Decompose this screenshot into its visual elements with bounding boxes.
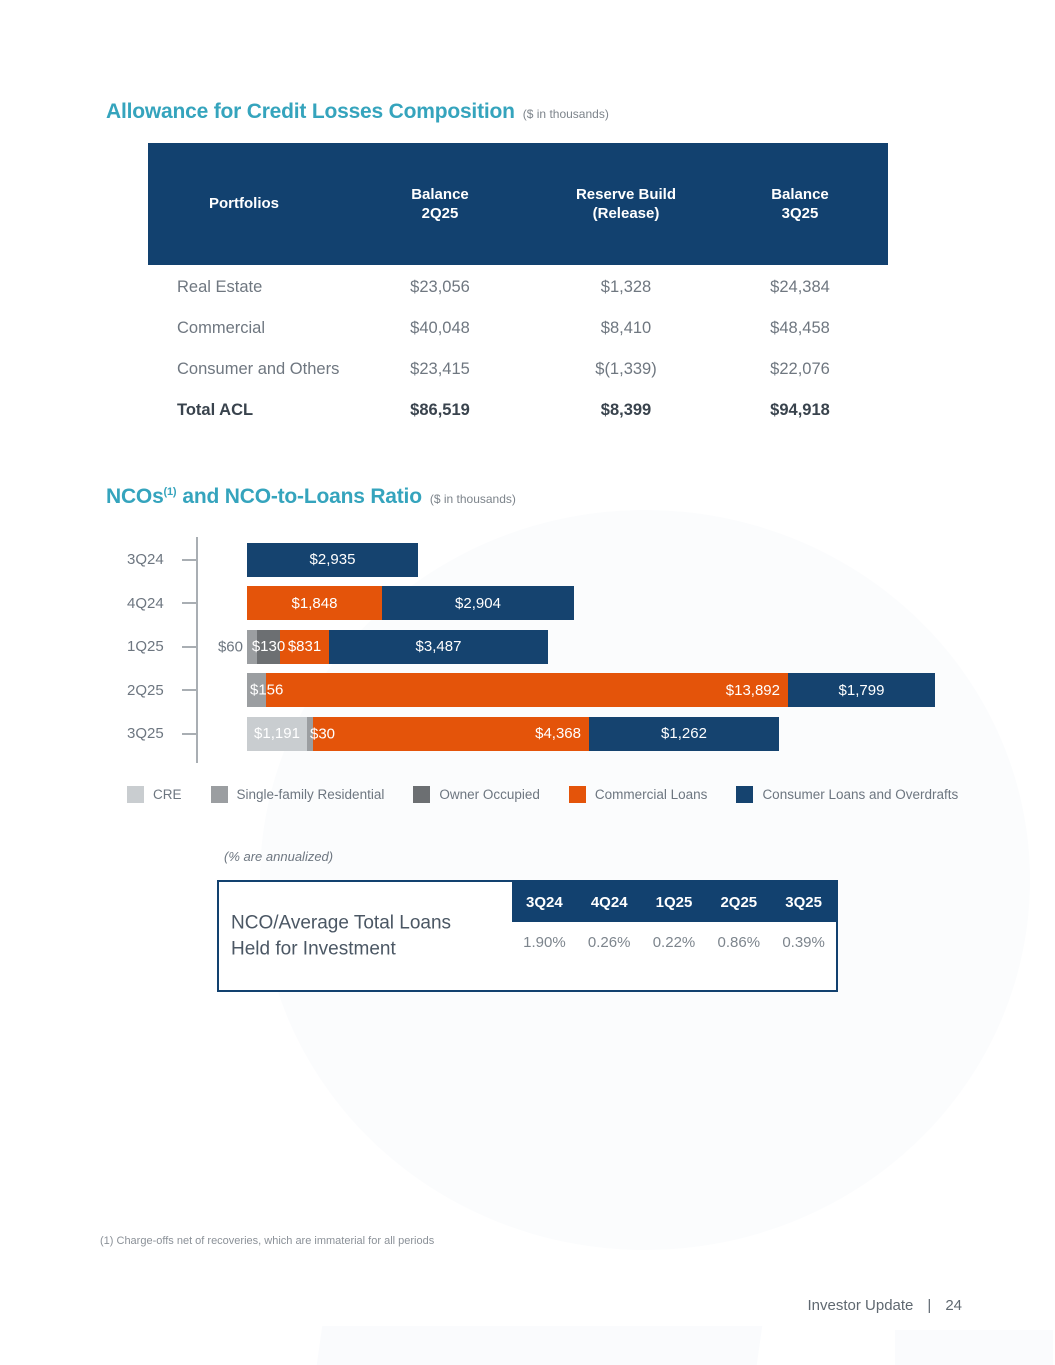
bar-segment-consumer xyxy=(247,543,418,577)
cell-balance-3q25: $22,076 xyxy=(770,360,830,378)
footnote: (1) Charge-offs net of recoveries, which are immaterial for all periods xyxy=(100,1235,435,1247)
cell-balance-3q25: $48,458 xyxy=(770,319,830,337)
legend-label: Owner Occupied xyxy=(439,787,540,802)
legend-item-owner xyxy=(413,786,540,803)
category-label: 3Q24 xyxy=(127,551,164,569)
axis-tick xyxy=(182,689,196,691)
bar-segment-label: $1,191 xyxy=(254,725,300,743)
chart-row xyxy=(106,538,1006,582)
cell-portfolio: Real Estate xyxy=(177,278,263,296)
legend-label: Commercial Loans xyxy=(594,787,708,802)
ratio-table-row-label: NCO/Average Total Loans Held for Investment xyxy=(231,912,452,959)
axis-tick xyxy=(182,559,196,561)
ratio-value: 1.90% xyxy=(523,933,566,951)
cell-portfolio: Commercial xyxy=(177,319,266,337)
cell-reserve-build: $1,328 xyxy=(600,278,652,296)
axis-tick xyxy=(182,646,196,648)
category-label: 4Q24 xyxy=(127,594,164,612)
bar-segment-label: $1,799 xyxy=(838,681,885,699)
ratio-column-header: 1Q25 xyxy=(655,893,693,911)
acl-composition-table xyxy=(148,143,888,431)
ratio-column-header: 3Q25 xyxy=(785,893,822,911)
cell-balance-2q25: $40,048 xyxy=(410,319,470,337)
ratio-value: 0.22% xyxy=(652,933,696,951)
table-row xyxy=(148,390,888,431)
legend-label: CRE xyxy=(153,787,182,802)
nco-units-note: ($ in thousands) xyxy=(429,492,516,506)
acl-units-note: ($ in thousands) xyxy=(522,107,609,121)
cell-balance-2q25: $86,519 xyxy=(410,401,470,419)
stacked-bar xyxy=(247,717,779,751)
cell-balance-3q25: $24,384 xyxy=(770,278,830,296)
table-row xyxy=(148,349,888,390)
bar-segment-consumer xyxy=(788,673,935,707)
ratio-table-header xyxy=(512,882,836,922)
nco-title-footnote-ref: (1) xyxy=(163,486,177,498)
legend-label: Single-family Residential xyxy=(236,787,385,802)
bar-segment-owner xyxy=(251,630,286,664)
footer-title: Investor Update xyxy=(807,1297,914,1314)
bar-segment-label: $831 xyxy=(287,638,322,656)
nco-title-text: NCOs xyxy=(106,485,164,508)
cell-reserve-build: $(1,339) xyxy=(595,360,657,378)
bar-segment-sfr xyxy=(247,673,284,707)
bar-segment-label: $13,892 xyxy=(725,681,780,699)
legend-item-consumer xyxy=(736,786,958,803)
footer-page-number: 24 xyxy=(945,1297,962,1314)
bar-segment-consumer xyxy=(589,717,779,751)
stacked-bar xyxy=(247,543,418,577)
chart-row xyxy=(106,625,1006,669)
legend-swatch-commercial xyxy=(569,786,586,803)
cell-reserve-build: $8,399 xyxy=(600,401,652,419)
acl-title-text: Allowance for Credit Losses Composition xyxy=(106,100,515,123)
bar-segment-label: $3,487 xyxy=(415,638,462,656)
legend-swatch-consumer xyxy=(736,786,753,803)
bar-segment-label: $130 xyxy=(251,638,286,656)
bar-segment-label: $2,904 xyxy=(455,594,501,612)
chart-legend xyxy=(127,786,958,803)
bar-segment-label: $156 xyxy=(250,681,284,699)
legend-swatch-sfr xyxy=(211,786,228,803)
legend-swatch-cre xyxy=(127,786,144,803)
bar-segment-commercial xyxy=(247,586,382,620)
ratio-column-header: 3Q24 xyxy=(526,893,563,911)
bar-segment-cre xyxy=(247,717,307,751)
chart-row xyxy=(106,582,1006,626)
column-header-reserve-build: Reserve Build (Release) xyxy=(575,185,677,222)
axis-tick xyxy=(182,733,196,735)
bar-segment-commercial xyxy=(280,630,329,664)
bar-segment-consumer xyxy=(382,586,574,620)
cell-balance-3q25: $94,918 xyxy=(770,401,830,419)
column-header-portfolios: Portfolios xyxy=(209,195,279,213)
ratio-column-header: 4Q24 xyxy=(590,893,628,911)
category-label: 2Q25 xyxy=(127,681,164,699)
cell-reserve-build: $8,410 xyxy=(600,319,652,337)
bar-segment-label: $2,935 xyxy=(309,551,356,569)
cell-portfolio: Total ACL xyxy=(177,401,254,419)
column-header-balance-3q25: Balance 3Q25 xyxy=(771,185,829,222)
axis-tick xyxy=(182,602,196,604)
bar-segment-label: $4,368 xyxy=(535,725,581,743)
bar-outside-label: $60 xyxy=(217,638,243,656)
bar-segment-consumer xyxy=(329,630,548,664)
stacked-bar xyxy=(247,673,935,707)
annualized-note: (% are annualized) xyxy=(224,849,334,864)
ratio-value: 0.39% xyxy=(782,933,825,951)
legend-label: Consumer Loans and Overdrafts xyxy=(762,787,959,802)
bar-segment-commercial xyxy=(266,673,788,707)
nco-title-suffix: and NCO-to-Loans Ratio xyxy=(182,485,422,508)
background-watermark-shape xyxy=(314,1326,762,1365)
table-row xyxy=(148,308,888,349)
ratio-value: 0.26% xyxy=(587,933,631,951)
nco-ratio-table xyxy=(217,880,838,992)
nco-stacked-bar-chart xyxy=(106,537,1006,769)
page-footer xyxy=(808,1297,963,1314)
chart-rows xyxy=(106,538,1006,756)
ratio-value: 0.86% xyxy=(717,933,761,951)
legend-item-commercial xyxy=(569,786,708,803)
footer-separator: | xyxy=(927,1297,932,1314)
table-row xyxy=(148,267,888,308)
legend-swatch-owner xyxy=(413,786,430,803)
legend-item-cre xyxy=(127,786,182,803)
cell-portfolio: Consumer and Others xyxy=(177,360,340,378)
category-label: 1Q25 xyxy=(127,638,164,656)
background-watermark-shape xyxy=(895,1330,1053,1365)
ratio-column-header: 2Q25 xyxy=(720,893,758,911)
acl-table-body xyxy=(148,265,888,431)
chart-row xyxy=(106,669,1006,713)
acl-section-title xyxy=(106,100,609,124)
stacked-bar xyxy=(217,630,548,664)
ratio-table-values xyxy=(512,922,836,962)
cell-balance-2q25: $23,415 xyxy=(410,360,470,378)
bar-segment-label: $1,848 xyxy=(291,594,338,612)
chart-row xyxy=(106,712,1006,756)
legend-item-sfr xyxy=(211,786,385,803)
bar-segment-label: $1,262 xyxy=(661,725,707,743)
nco-section-title xyxy=(106,485,516,509)
category-label: 3Q25 xyxy=(127,725,164,743)
cell-balance-2q25: $23,056 xyxy=(410,278,470,296)
bar-segment-commercial xyxy=(313,717,589,751)
stacked-bar xyxy=(247,586,574,620)
column-header-balance-2q25: Balance 2Q25 xyxy=(411,185,469,222)
bar-segment-label: $30 xyxy=(310,725,336,743)
acl-table-header xyxy=(148,143,888,265)
